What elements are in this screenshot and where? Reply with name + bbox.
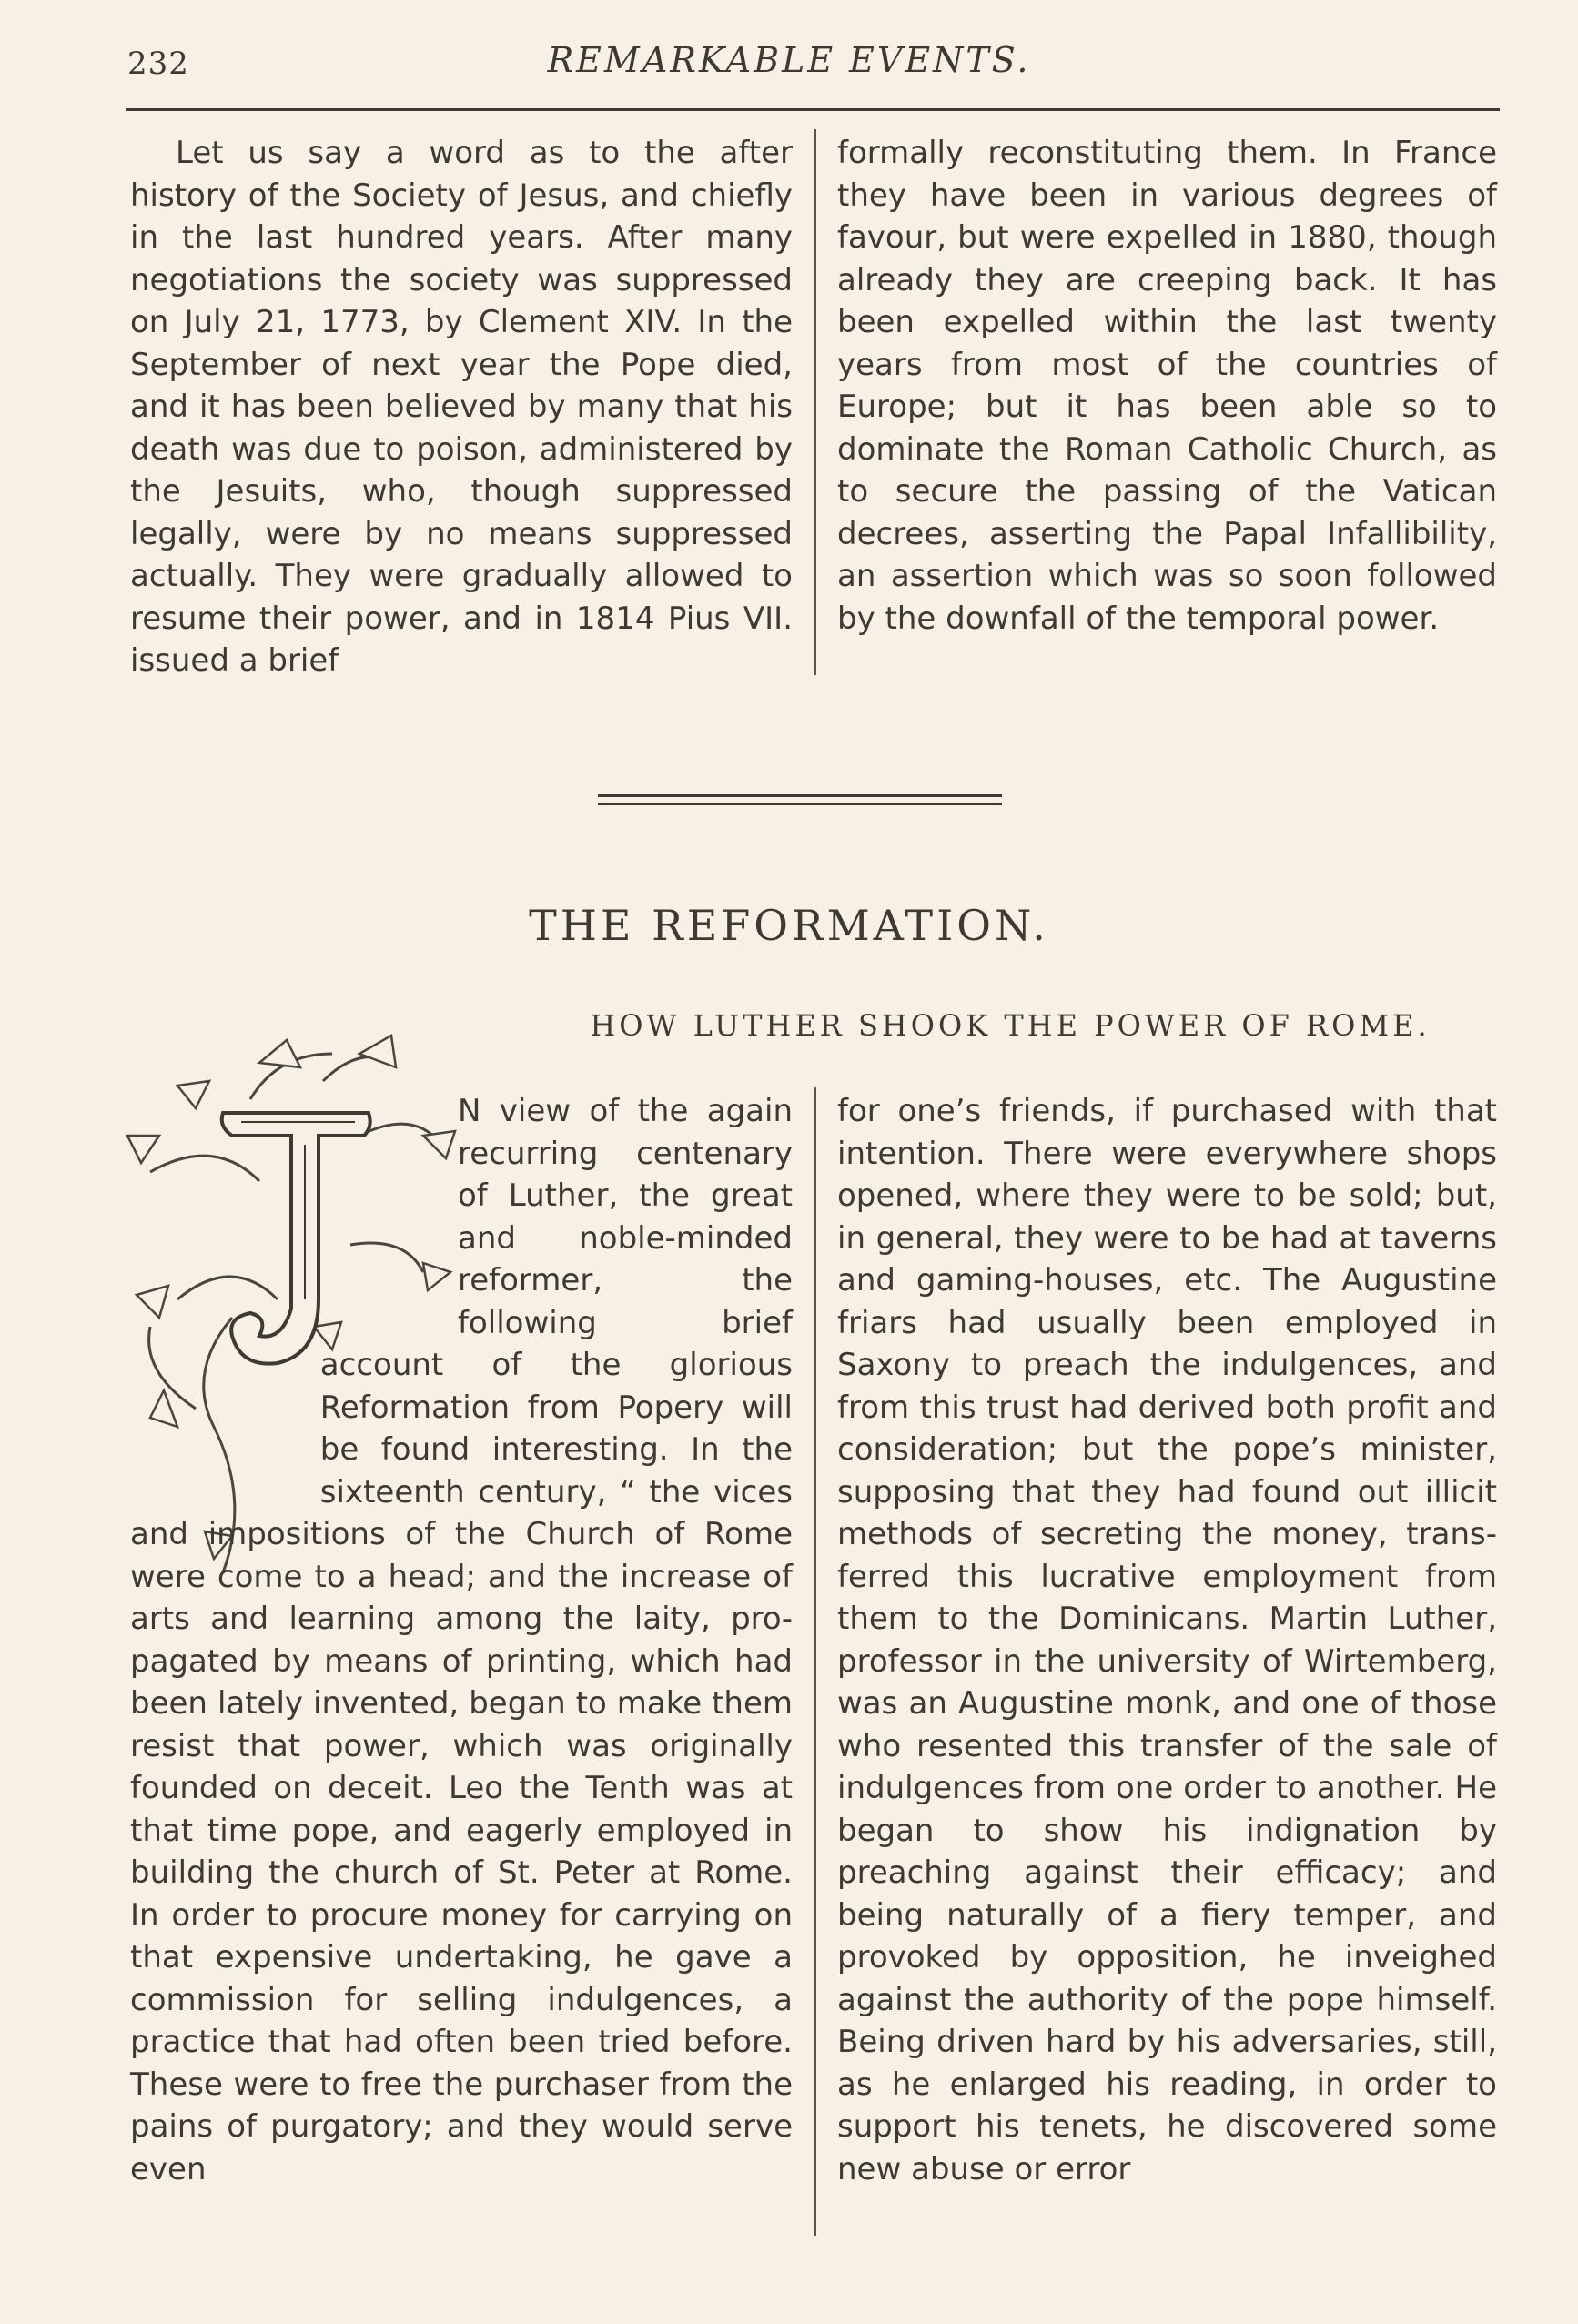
running-title: REMARKABLE EVENTS. <box>547 40 1031 80</box>
article-right-column <box>837 1090 1497 2190</box>
top-left-column <box>130 132 793 682</box>
page-number: 232 <box>127 45 189 82</box>
column-divider-top <box>814 129 816 675</box>
article-right-paragraph: for one’s friends, if purchased with that intention. There were everywhere shops opened, where they were to be sold; but, in general, they were to be had at taverns and gaming-houses, etc. The Augustine friars had usually been employed in Saxony to preach the indulgences, and from this trust had derived both profit and consideration; but the pope’s minister, supposing that they had found out illicit methods of secreting the money, transferred this lucrative employment from them to the Dominicans. Martin Luther, professor in the university of Wirtemberg, was an Augustine monk, and one of those who resented this transfer of the sale of indulgences from one order to another. He began to show his indignation by preaching against their efficacy; and being naturally of a fiery temper, and provoked by opposition, he inveighed against the authority of the pope himself. Being driven hard by his adversaries, still, as he enlarged his reading, in order to support his tenets, he discovered some new abuse or error <box>837 1093 1497 2188</box>
section-rule-upper <box>598 794 1002 797</box>
article-left-column <box>130 1090 793 2190</box>
top-right-paragraph: formally reconstituting them. In France they have been in various degrees of favour, but were expelled in 1880, though already they are creeping back. It has been expelled within the last twenty years from most of the countries of Europe; but it has been able so to dominate the Roman Catholic Church, as to secure the passing of the Vatican decrees, asserting the Papal Infallibility, an assertion which was so soon followed by the downfall of the temporal power. <box>837 135 1497 637</box>
top-right-column <box>837 132 1497 640</box>
article-subtitle: HOW LUTHER SHOOK THE POWER OF ROME. <box>590 1008 1431 1043</box>
top-left-paragraph: Let us say a word as to the after history of the Society of Jesus, and chiefly in the last hundred years. After many negotiations the society was suppressed on July 21, 1773, by Clement XIV. In the September of next year the Pope died, and it has been believed by many that his death was due to poison, administered by the Jesuits, who, though suppressed legally, were by no means suppressed actually. They were gradually allowed to resume their power, and in 1814 Pius VII. issued a brief <box>130 135 793 679</box>
article-left-paragraph: N view of the again recurring centenary of Luther, the great and noble-minded reformer, the following brief account of the glorious Reformation from Popery will be found interesting. In the sixteenth century, “ the vices and impositions of the Church of Rome were come to a head; and the increase of arts and learning among the laity, propagated by means of printing, which had been lately invented, began to make them resist that power, which was originally founded on deceit. Leo the Tenth was at that time pope, and eagerly employed in building the church of St. Peter at Rome. In order to procure money for carrying on that expensive undertaking, he gave a commission for selling indulgences, a practice that had often been tried before. These were to free the purchaser from the pains of purgatory; and they would serve even <box>130 1093 793 2188</box>
column-divider-article <box>814 1087 816 2236</box>
article-title: THE REFORMATION. <box>529 901 1049 950</box>
section-rule-lower <box>598 803 1002 805</box>
header-rule <box>126 108 1500 111</box>
